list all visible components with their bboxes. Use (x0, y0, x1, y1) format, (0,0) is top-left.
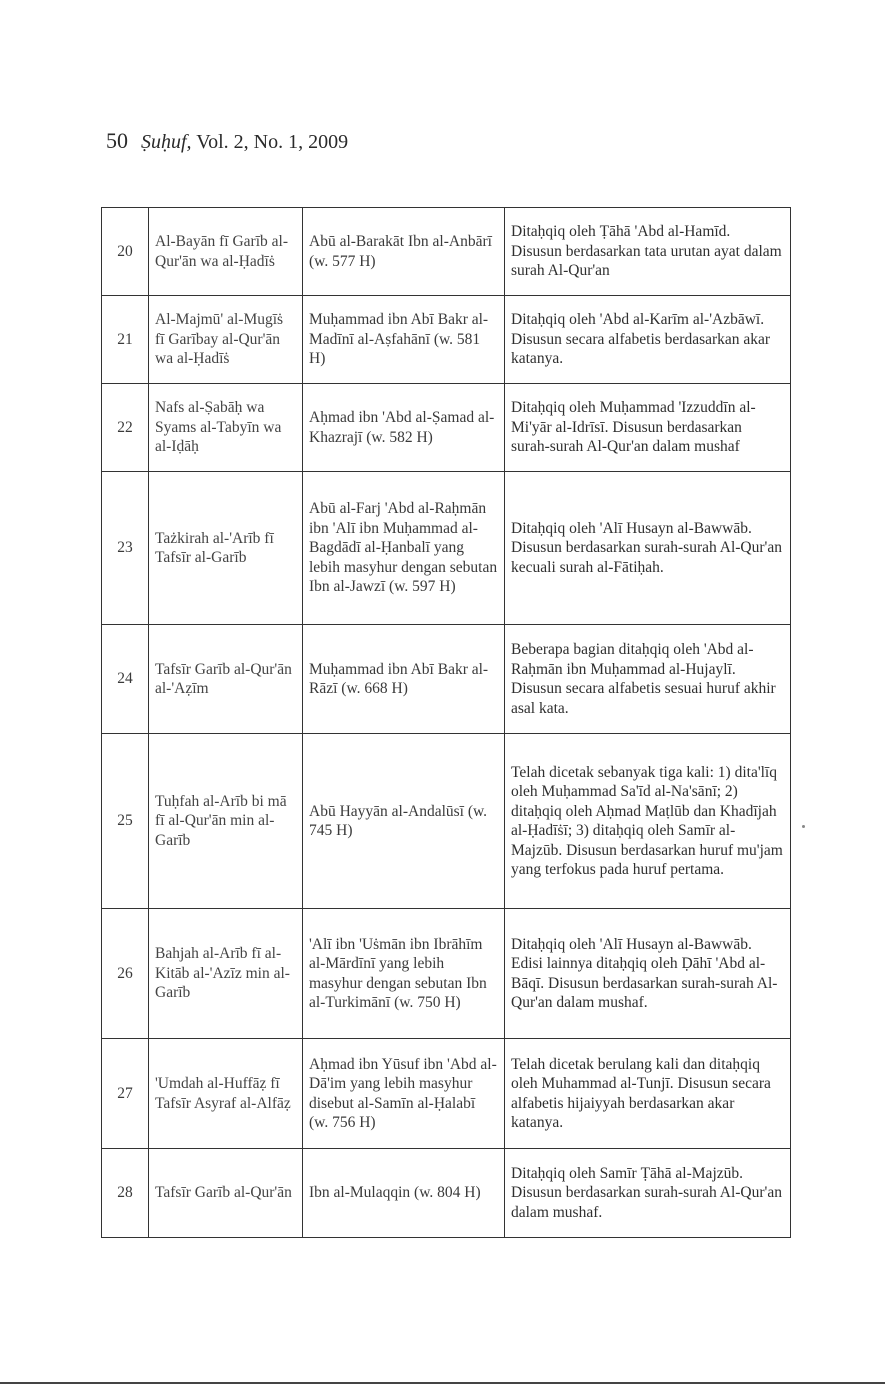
book-title: Tafsīr Garīb al-Qur'ān (149, 1149, 303, 1238)
book-description: Ditaḥqiq oleh Samīr Ṭāhā al-Majzūb. Disusun berdasarkan surah-surah Al-Qur'an dalam mushaf. (505, 1149, 791, 1238)
table-row (102, 384, 791, 472)
row-number: 22 (102, 384, 149, 472)
journal-title: Ṣuḥuf, (141, 131, 192, 153)
book-author: Abū Hayyān al-Andalūsī (w. 745 H) (303, 734, 505, 909)
book-author: 'Alī ibn 'Uṡmān ibn Ibrāhīm al-Mārdīnī yang lebih masyhur dengan sebutan Ibn al-Turkimānī (w. 750 H) (303, 909, 505, 1039)
scan-speck (802, 825, 805, 828)
page-number: 50 (106, 128, 128, 153)
row-number: 26 (102, 909, 149, 1039)
book-description: Telah dicetak sebanyak tiga kali: 1) dita'līq oleh Muḥammad Sa'īd al-Na'sānī; 2) ditaḥqiq oleh Aḥmad Maṭlūb dan Khadījah al-Ḥadīṡī; 3) ditaḥqiq oleh Samīr al-Majzūb. Disusun berdasarkan huruf mu'jam yang terfokus pada huruf pertama. (505, 734, 791, 909)
book-author: Ibn al-Mulaqqin (w. 804 H) (303, 1149, 505, 1238)
book-author: Abū al-Farj 'Abd al-Raḥmān ibn 'Alī ibn Muḥammad al-Bagdādī al-Ḥanbalī yang lebih masyhur dengan sebutan Ibn al-Jawzī (w. 597 H) (303, 472, 505, 625)
book-title: Bahjah al-Arīb fī al-Kitāb al-'Azīz min al-Garīb (149, 909, 303, 1039)
page-bottom-edge (0, 1382, 885, 1384)
book-description: Ditaḥqiq oleh 'Alī Husayn al-Bawwāb. Edisi lainnya ditaḥqiq oleh Ḍāhī 'Abd al-Bāqī. Disusun berdasarkan surah-surah Al-Qur'an dalam mushaf. (505, 909, 791, 1039)
book-title: Nafs al-Ṣabāḥ wa Syams al-Tabyīn wa al-Iḍāḥ (149, 384, 303, 472)
table-row (102, 1149, 791, 1238)
row-number: 21 (102, 296, 149, 384)
book-description: Ditaḥqiq oleh 'Alī Husayn al-Bawwāb. Disusun berdasarkan surah-surah Al-Qur'an kecuali surah al-Fātiḥah. (505, 472, 791, 625)
row-number: 28 (102, 1149, 149, 1238)
table-row (102, 208, 791, 296)
row-number: 25 (102, 734, 149, 909)
table-row (102, 1039, 791, 1149)
book-author: Muḥammad ibn Abī Bakr al-Rāzī (w. 668 H) (303, 625, 505, 734)
book-description: Ditaḥqiq oleh 'Abd al-Karīm al-'Azbāwī. Disusun secara alfabetis berdasarkan akar katanya. (505, 296, 791, 384)
row-number: 27 (102, 1039, 149, 1149)
book-author: Abū al-Barakāt Ibn al-Anbārī (w. 577 H) (303, 208, 505, 296)
table-row (102, 734, 791, 909)
book-description: Ditaḥqiq oleh Ṭāhā 'Abd al-Hamīd. Disusun berdasarkan tata urutan ayat dalam surah Al-Qur'an (505, 208, 791, 296)
table-row (102, 296, 791, 384)
table-row (102, 472, 791, 625)
book-title: Tafsīr Garīb al-Qur'ān al-'Aẓīm (149, 625, 303, 734)
manuscript-table (101, 207, 791, 1238)
book-description: Ditaḥqiq oleh Muḥammad 'Izzuddīn al-Mi'yār al-Idrīsī. Disusun berdasarkan surah-surah Al-Qur'an dalam mushaf (505, 384, 791, 472)
table-row (102, 625, 791, 734)
journal-volume: Vol. 2, No. 1, 2009 (196, 131, 349, 153)
book-title: Tażkirah al-'Arīb fī Tafsīr al-Garīb (149, 472, 303, 625)
row-number: 20 (102, 208, 149, 296)
table-row (102, 909, 791, 1039)
row-number: 23 (102, 472, 149, 625)
book-title: Al-Majmū' al-Mugīṡ fī Garībay al-Qur'ān wa al-Ḥadīṡ (149, 296, 303, 384)
book-title: 'Umdah al-Huffāẓ fī Tafsīr Asyraf al-Alfāẓ (149, 1039, 303, 1149)
book-description: Beberapa bagian ditaḥqiq oleh 'Abd al-Raḥmān ibn Muḥammad al-Hujaylī. Disusun secara alfabetis sesuai huruf akhir asal kata. (505, 625, 791, 734)
book-title: Al-Bayān fī Garīb al-Qur'ān wa al-Ḥadīṡ (149, 208, 303, 296)
book-title: Tuḥfah al-Arīb bi mā fī al-Qur'ān min al-Garīb (149, 734, 303, 909)
book-author: Aḥmad ibn Yūsuf ibn 'Abd al-Dā'im yang lebih masyhur disebut al-Samīn al-Ḥalabī (w. 756 H) (303, 1039, 505, 1149)
row-number: 24 (102, 625, 149, 734)
book-author: Muḥammad ibn Abī Bakr al-Madīnī al-Aṣfahānī (w. 581 H) (303, 296, 505, 384)
book-description: Telah dicetak berulang kali dan ditaḥqiq oleh Muhammad al-Tunjī. Disusun secara alfabetis hijaiyyah berdasarkan akar katanya. (505, 1039, 791, 1149)
book-author: Aḥmad ibn 'Abd al-Ṣamad al-Khazrajī (w. 582 H) (303, 384, 505, 472)
running-header (106, 128, 348, 154)
